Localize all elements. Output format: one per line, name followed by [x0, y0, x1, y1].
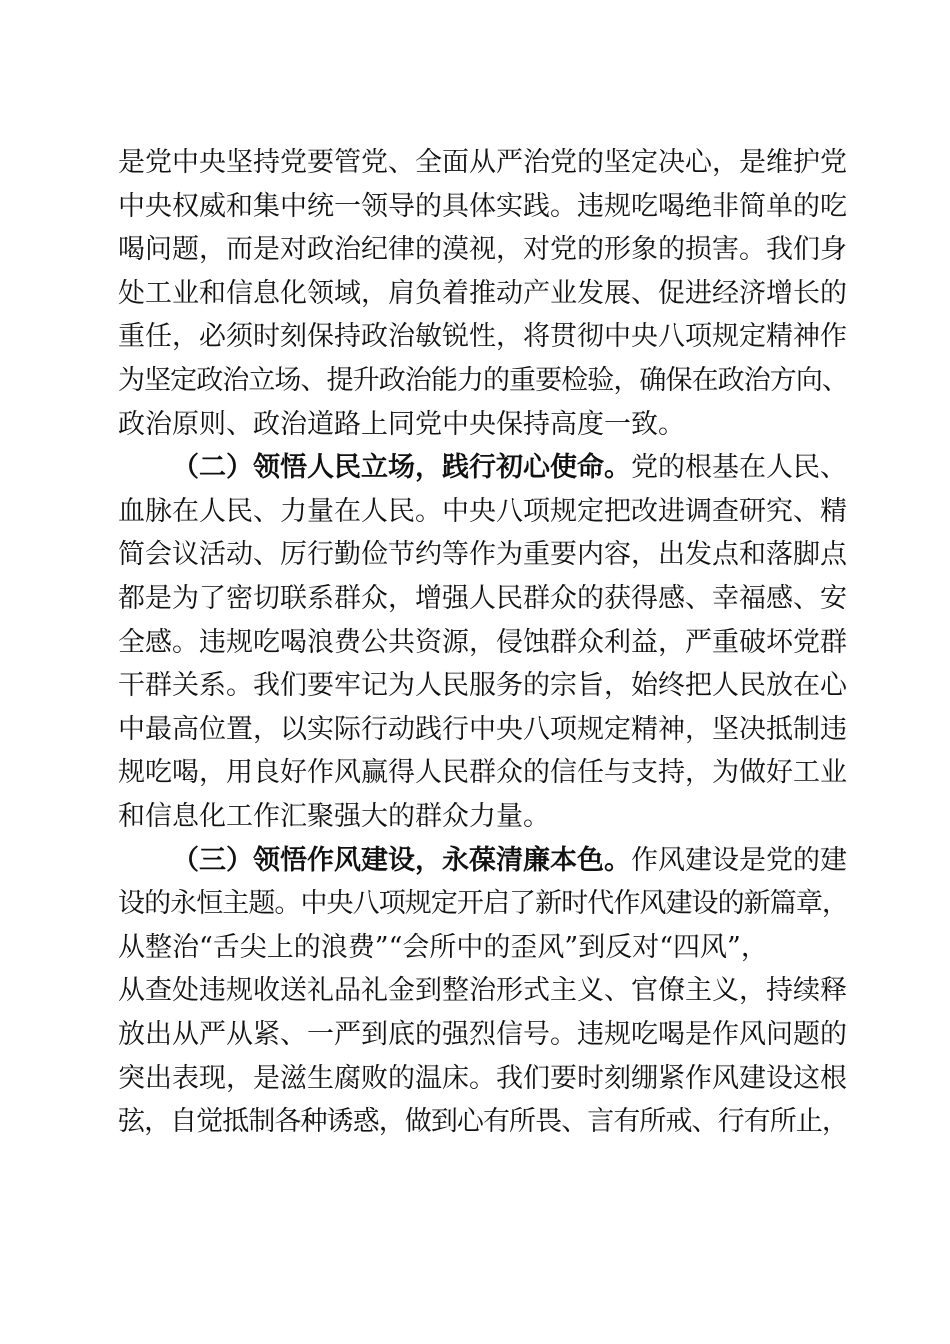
- text-line: 都是为了密切联系群众，增强人民群众的获得感、幸福感、安: [118, 583, 847, 614]
- text-line: 从查处违规收送礼品礼金到整治形式主义、官僚主义，持续释: [118, 975, 847, 1006]
- text-line: 全感。违规吃喝浪费公共资源，侵蚀群众利益，严重破坏党群: [118, 627, 847, 658]
- text-line: 血脉在人民、力量在人民。中央八项规定把改进调查研究、精: [118, 496, 847, 527]
- text-line: 放出从严从紧、一严到底的强烈信号。违规吃喝是作风问题的: [118, 1019, 847, 1050]
- section-heading: （二）领悟人民立场，践行初心使命。: [172, 452, 631, 483]
- text-line: 中最高位置，以实际行动践行中央八项规定精神，坚决抵制违: [118, 714, 847, 745]
- text-line: 中央权威和集中统一领导的具体实践。违规吃喝绝非简单的吃: [118, 191, 847, 222]
- text-line: 干群关系。我们要牢记为人民服务的宗旨，始终把人民放在心: [118, 670, 847, 701]
- text-line: 处工业和信息化领域，肩负着推动产业发展、促进经济增长的: [118, 278, 847, 309]
- text-line: 突出表现，是滋生腐败的温床。我们要时刻绷紧作风建设这根: [118, 1063, 847, 1094]
- text-line: 喝问题，而是对政治纪律的漠视，对党的形象的损害。我们身: [118, 234, 847, 265]
- text-line: 简会议活动、厉行勤俭节约等作为重要内容，出发点和落脚点: [118, 539, 847, 570]
- text-line: 设的永恒主题。中央八项规定开启了新时代作风建设的新篇章，: [118, 888, 848, 919]
- text-line: 重任，必须时刻保持政治敏锐性，将贯彻中央八项规定精神作: [118, 321, 847, 352]
- text-line: 从整治“舌尖上的浪费”“会所中的歪风”到反对“四风”，: [118, 932, 768, 963]
- section-heading: （三）领悟作风建设，永葆清廉本色。: [172, 845, 631, 876]
- paragraph-first-line: [172, 450, 848, 486]
- text-run: 作风建设是党的建: [631, 845, 847, 876]
- text-line: 规吃喝，用良好作风赢得人民群众的信任与支持，为做好工业: [118, 757, 847, 788]
- text-line: 是党中央坚持党要管党、全面从严治党的坚定决心，是维护党: [118, 147, 847, 178]
- text-line: 弦，自觉抵制各种诱惑，做到心有所畏、言有所戒、行有所止，: [118, 1106, 848, 1137]
- text-line: 政治原则、政治道路上同党中央保持高度一致。: [118, 409, 685, 440]
- text-line: 和信息化工作汇聚强大的群众力量。: [118, 801, 550, 832]
- text-line: 为坚定政治立场、提升政治能力的重要检验，确保在政治方向、: [118, 365, 848, 396]
- paragraph-first-line: [172, 843, 848, 879]
- text-run: 党的根基在人民、: [631, 452, 847, 483]
